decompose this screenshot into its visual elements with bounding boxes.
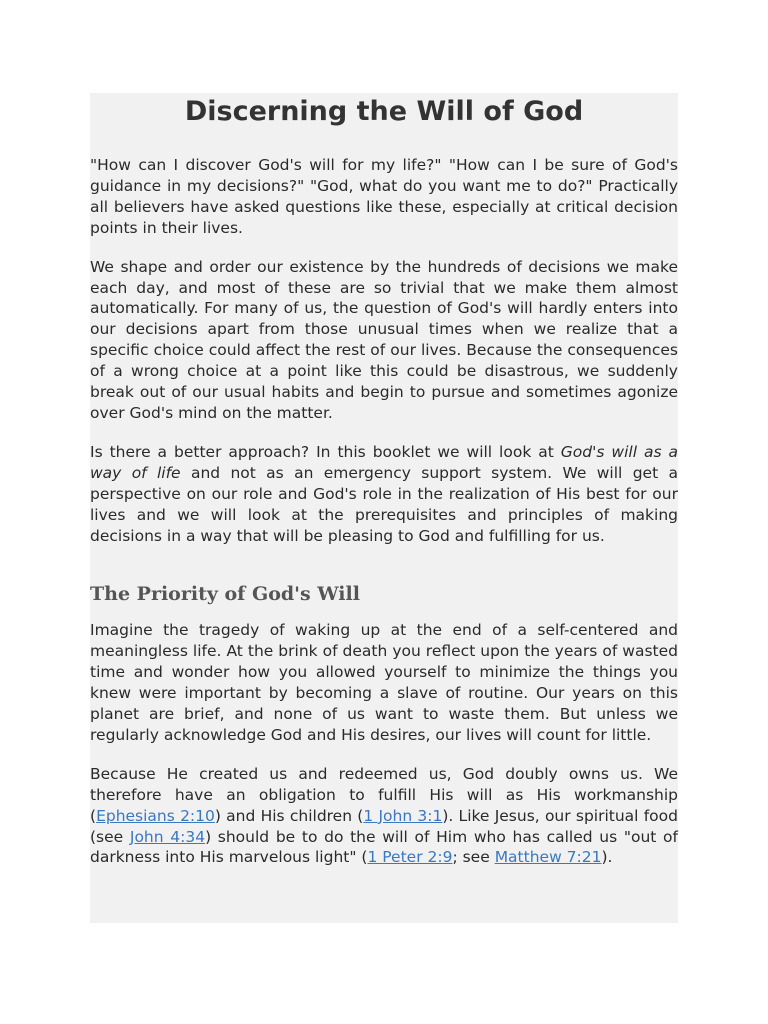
section-paragraph-2-text-2: ) and His children ( [214,806,364,825]
scripture-link-1-john[interactable]: 1 John 3:1 [363,806,443,825]
section-paragraph-2 [90,764,678,869]
intro-paragraph-3 [90,442,678,547]
section-paragraph-2-text-3: ). Like Jesus, our spiritual food (see [90,806,678,846]
intro-paragraph-2: We shape and order our existence by the hundreds of decisions we make each day, and most of these are so trivial that we make them almost automatically. For many of us, the question of God's will hardly enters into our decisions apart from those unusual times when we realize that a specific choice could affect the rest of our lives. Because the consequences of a wrong choice at a point like this could be disastrous, we suddenly break out of our usual habits and begin to pursue and sometimes agonize over God's mind on the matter. [90,257,678,422]
section-paragraph-2-text-6: ). [601,848,613,867]
intro-paragraph-3-start: Is there a better approach? In this booklet we will look at [90,442,561,461]
scripture-link-matthew[interactable]: Matthew 7:21 [494,848,602,867]
intro-paragraph-3-emphasis: God's will as a way of life [90,442,678,482]
section-paragraph-2-text-4: ) should be to do the will of Him who has called us "out of darkness into His marvelous light" ( [90,827,678,867]
section-paragraph-2-text-5: ; see [452,848,495,867]
intro-paragraph-1: "How can I discover God's will for my life?" "How can I be sure of God's guidance in my decisions?" "God, what do you want me to do?" Practically all believers have asked questions like these, especially at critical decision points in their lives. [90,156,678,237]
scripture-link-1-peter[interactable]: 1 Peter 2:9 [367,848,453,867]
intro-paragraph-3-end: and not as an emergency support system. We will get a perspective on our role and God's role in the realization of His best for our lives and we will look at the prerequisites and principles of making decisions in a way that will be pleasing to God and fulfilling for us. [90,463,678,545]
section-paragraph-2-text-1: Because He created us and redeemed us, God doubly owns us. We therefore have an obligation to fulfill His will as His workmanship ( [90,764,678,825]
document-panel [90,93,678,923]
page-title: Discerning the Will of God [184,96,584,127]
scripture-link-ephesians[interactable]: Ephesians 2:10 [96,806,215,825]
scripture-link-john[interactable]: John 4:34 [129,827,206,846]
document-content [90,95,678,868]
section-paragraph-1: Imagine the tragedy of waking up at the end of a self-centered and meaningless life. At the brink of death you reflect upon the years of wasted time and wonder how you allowed yourself to minimize the things you knew were important by becoming a slave of routine. Our years on this planet are brief, and none of us want to waste them. But unless we regularly acknowledge God and His desires, our lives will count for little. [90,621,678,744]
section-heading: The Priority of God's Will [90,583,360,606]
